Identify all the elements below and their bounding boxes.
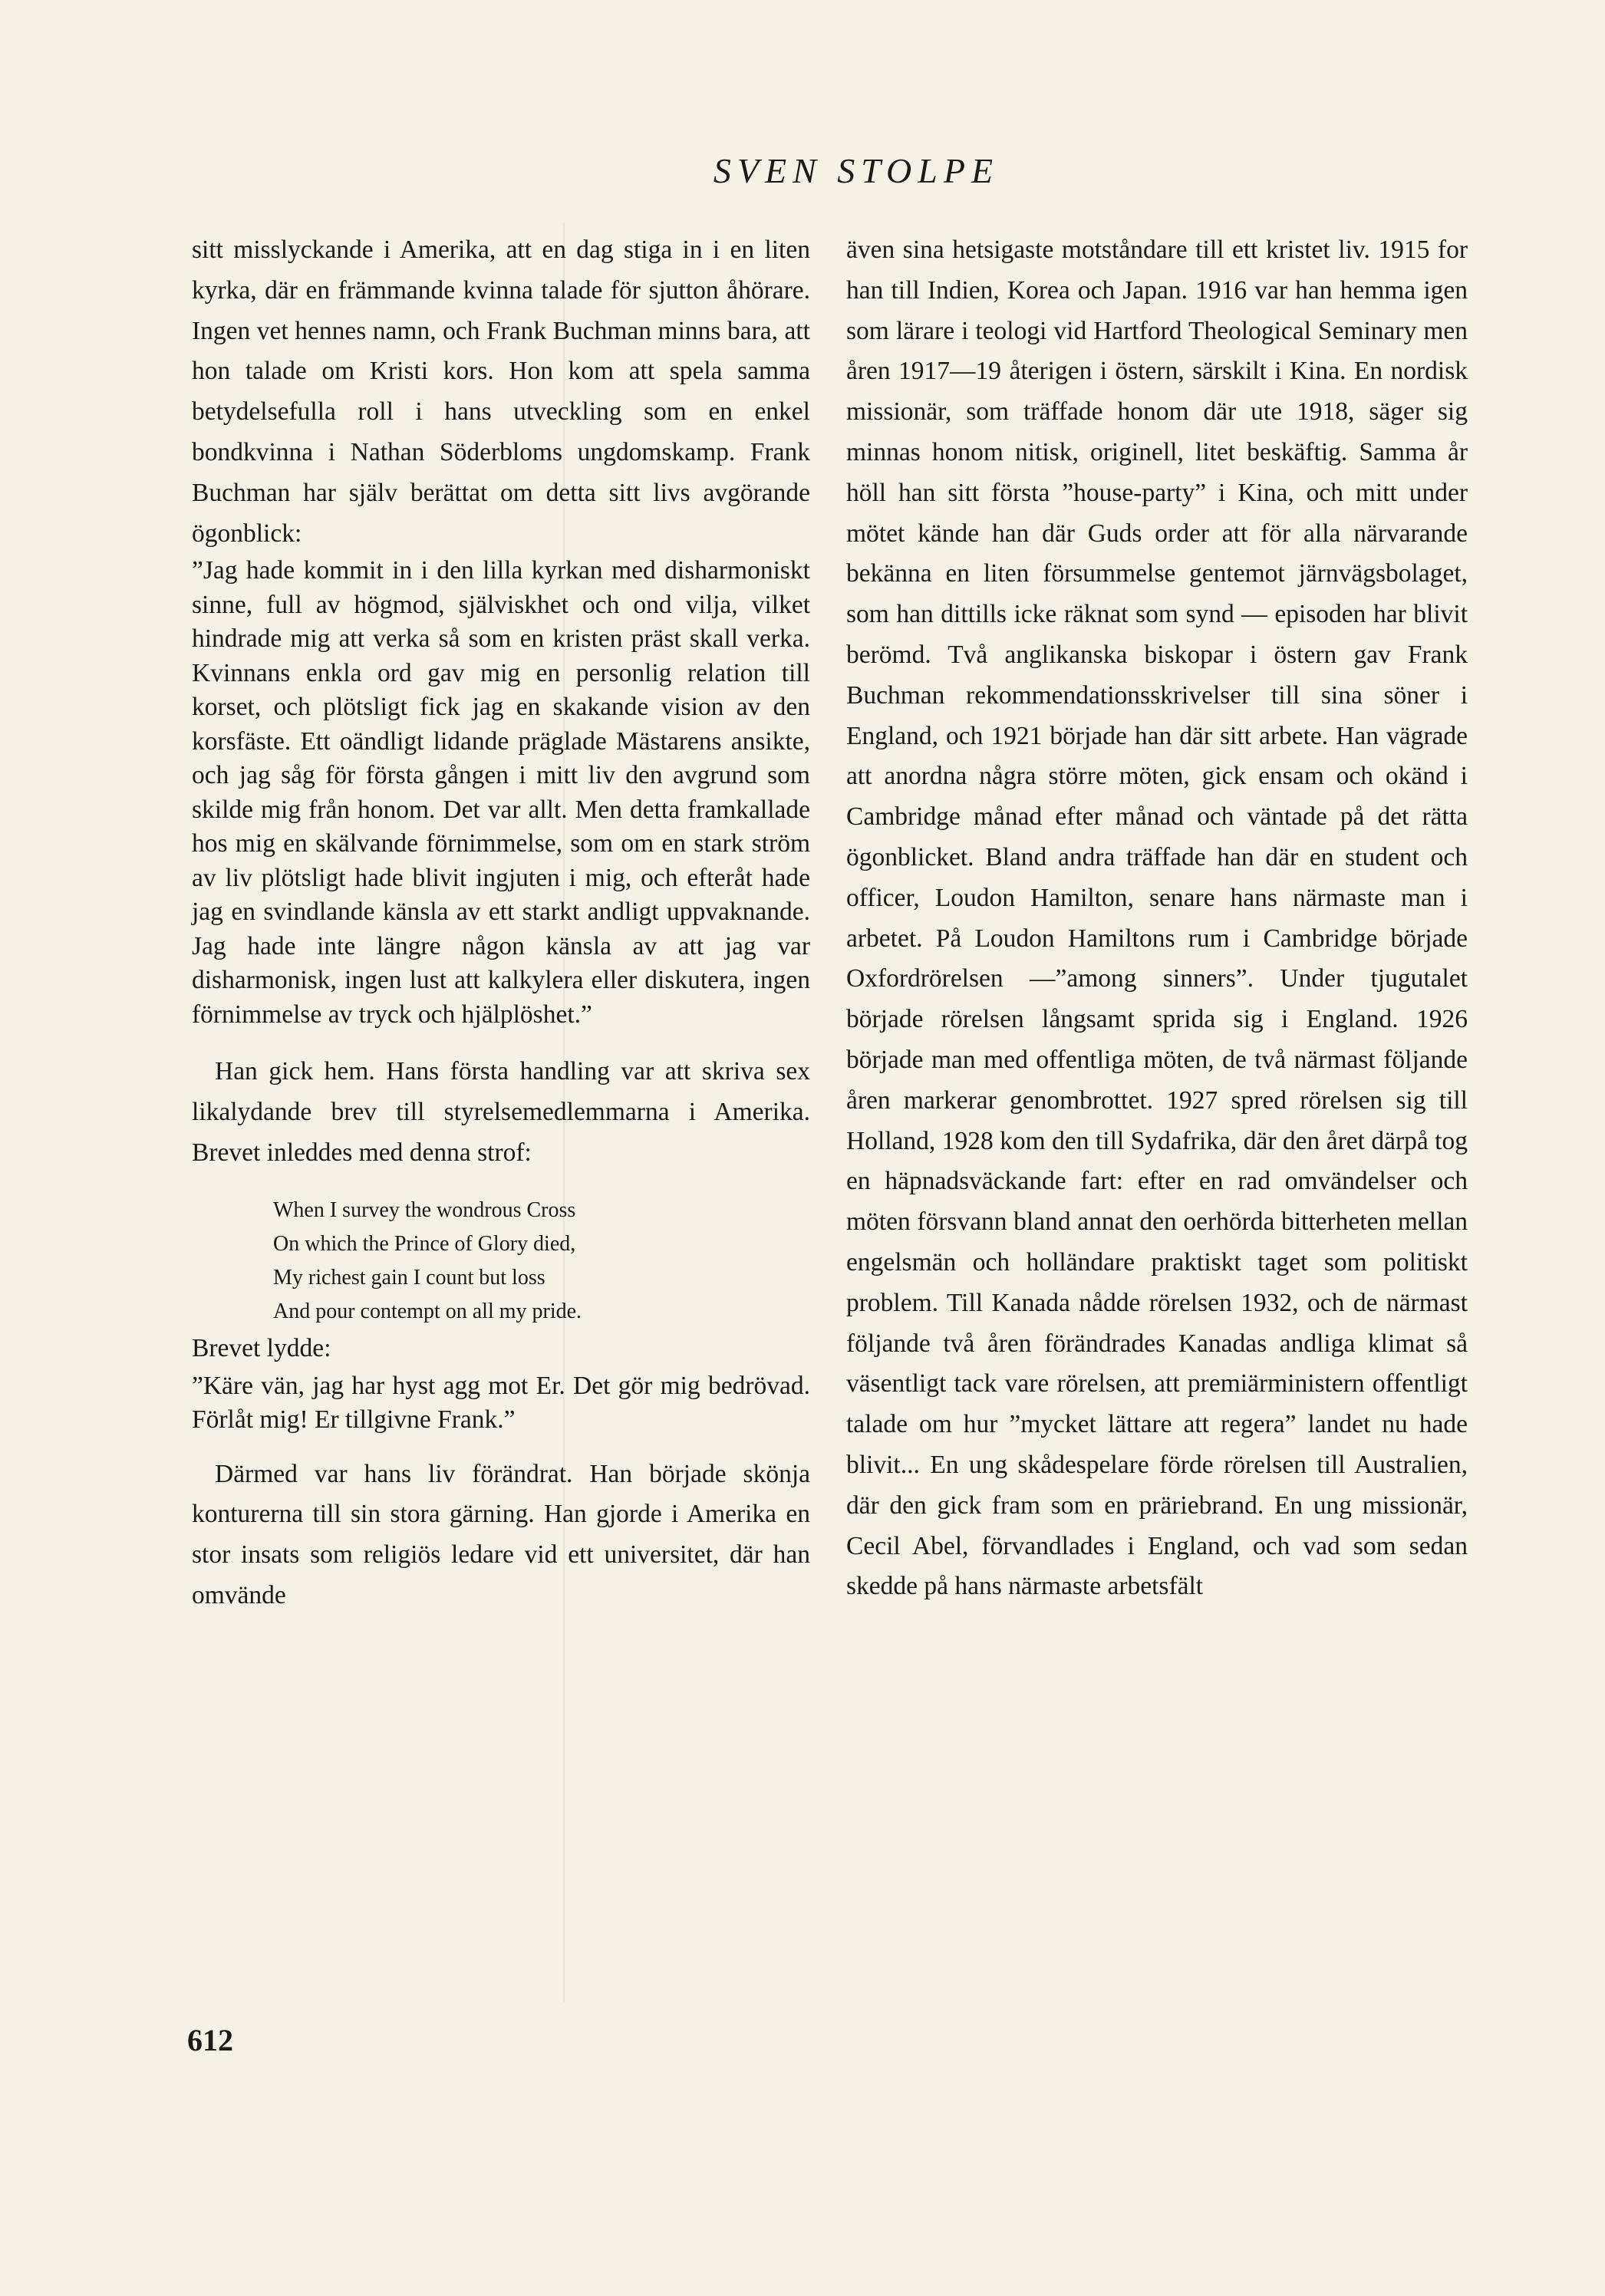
- buchman-quote: ”Jag hade kommit in i den lilla kyrkan med disharmoniskt sinne, full av högmod, själviskhet och ond vilja, vilket hindrade mig att verka så som en kristen präst skall verka. Kvinnans enkla ord gav mig en personlig relation till korset, och plötsligt fick jag en skakande vision av den korsfäste. Ett oändligt lidande präglade Mästarens ansikte, och jag såg för första gången i mitt liv den avgrund som skilde mig från honom. Det var allt. Men detta framkallade hos mig en skälvande förnimmelse, som om en stark ström av liv plötsligt hade blivit ingjuten i mig, och efteråt hade jag en svindlande känsla av ett starkt andligt uppvaknande. Jag hade inte längre någon känsla av att jag var disharmonisk, ingen lust att kalkylera eller diskutera, ingen förnimmelse av tryck och hjälplöshet.”: [192, 556, 810, 1029]
- hymn-line: And pour contempt on all my pride.: [273, 1299, 582, 1323]
- letter-text: ”Käre vän, jag har hyst agg mot Er. Det gör mig bedrövad. Förlåt mig! Er tillgivne Frank.”: [192, 1371, 810, 1435]
- running-header: SVEN STOLPE: [713, 151, 1000, 190]
- left-column: [192, 230, 810, 1616]
- left-paragraph-3: Därmed var hans liv förändrat. Han började skönja konturerna till sin stora gärning. Han gjorde i Amerika en stor insats som religiös ledare vid ett universitet, där han omvände: [192, 1459, 810, 1609]
- hymn-stanza: [273, 1194, 810, 1329]
- letter-intro: Brevet lydde:: [192, 1333, 331, 1362]
- left-paragraph-2: Han gick hem. Hans första handling var att skriva sex likalydande brev till styrelsemedlemmarna i Amerika. Brevet inleddes med denna strof:: [192, 1057, 810, 1167]
- hymn-line: On which the Prince of Glory died,: [273, 1231, 576, 1256]
- left-paragraph-1: sitt misslyckande i Amerika, att en dag stiga in i en liten kyrka, där en främmande kvinna talade för sjutton åhörare. Ingen vet hennes namn, och Frank Buchman minns bara, att hon talade om Kristi kors. Hon kom att spela samma betydelsefulla roll i hans utveckling som en enkel bondkvinna i Nathan Söderbloms ungdomskamp. Frank Buchman har själv berättat om detta sitt livs avgörande ögonblick:: [192, 236, 810, 548]
- hymn-line: My richest gain I count but loss: [273, 1265, 545, 1290]
- right-paragraph-1: även sina hetsigaste motståndare till ett kristet liv. 1915 for han till Indien, Korea och Japan. 1916 var han hemma igen som lärare i teologi vid Hartford Theological Seminary men åren 1917—19 återigen i östern, särskilt i Kina. En nordisk missionär, som träffade honom där ute 1918, säger sig minnas honom nitisk, originell, litet beskäftig. Samma år höll han sitt första ”house-party” i Kina, och mitt under mötet kände han där Guds order att för alla närvarande bekänna en liten försummelse gentemot järnvägsbolaget, som han dittills icke räknat som synd — episoden har blivit berömd. Två anglikanska biskopar i östern gav Frank Buchman rekommendationsskrivelser till sina söner i England, och 1921 började han där sitt arbete. Han vägrade att anordna några större möten, gick ensam och okänd i Cambridge månad efter månad och väntade på det rätta ögonblicket. Bland andra träffade han där en student och officer, Loudon Hamilton, senare hans närmaste man i arbetet. På Loudon Hamiltons rum i Cambridge började Oxfordrörelsen —”among sinners”. Under tjugutalet började rörelsen långsamt sprida sig i England. 1926 började man med offentliga möten, de två närmast följande åren markerar genombrottet. 1927 spred rörelsen sig till Holland, 1928 kom den till Sydafrika, där den året därpå tog en häpnadsväckande fart: efter en rad omvändelser och möten försvann bland annat den oerhörda bitterheten mellan engelsmän och holländare praktiskt taget som politiskt problem. Till Kanada nådde rörelsen 1932, och de närmast följande två åren förändrades Kanadas andliga klimat så väsentligt tack vare rörelsen, att premiärministern offentligt talade om hur ”mycket lättare att regera” landet nu hade blivit... En ung skådespelare förde rörelsen till Australien, där den gick fram som en präriebrand. En ung missionär, Cecil Abel, förvandlades i England, och vad som sedan skedde på hans närmaste arbetsfält: [846, 236, 1468, 1601]
- hymn-line: When I survey the wondrous Cross: [273, 1197, 576, 1222]
- page-number: 612: [187, 2023, 233, 2057]
- right-column: [846, 230, 1468, 1607]
